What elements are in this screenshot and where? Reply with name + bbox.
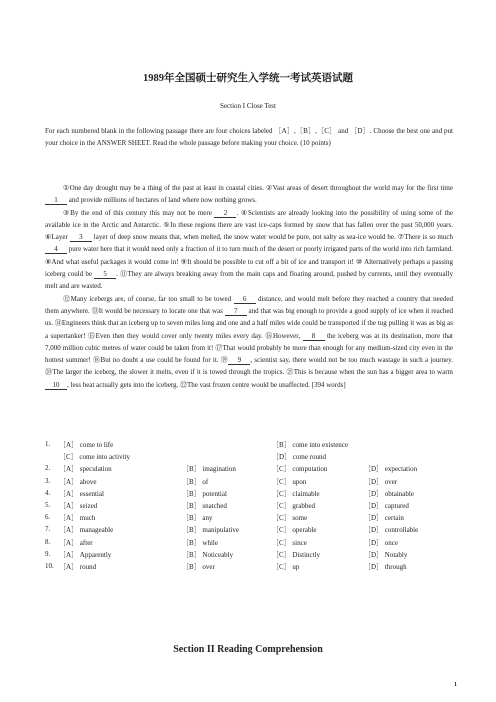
option-b: ［B］ snatched [182, 501, 227, 510]
instructions: For each numbered blank in the following passage there are four choices labeled ［A］,［B］,［C］ and ［D］. Choose the best one and put your choice in the ANSWER SHEET. Read the whole passage before making your choice. (10 points) [45, 127, 453, 148]
option-b: ［B］ of [182, 477, 209, 486]
option-a: ［A］ after [59, 538, 93, 547]
option-b: ［B］ Noticeably [182, 550, 234, 559]
blank-8: 8 [303, 332, 325, 341]
option-a: ［A］ seized [59, 501, 98, 510]
option-row: 1. ［A］ come to life ［B］ come into existence [45, 440, 349, 449]
blank-5: 5 [94, 270, 116, 279]
option-c: ［C］ come into activity [59, 453, 130, 462]
option-row: 2. ［A］ speculation ［B］ imagination ［C］ computation ［D］ expectation [45, 464, 418, 474]
option-d: ［D］ expectation [364, 465, 418, 474]
option-d: ［D］ over [364, 477, 398, 486]
option-b: ［B］ come into existence [272, 441, 349, 449]
option-d: ［D］ through [364, 562, 407, 571]
passage-paragraph: ③By the end of this century this may not be mere 2 . ④Scientists are already looking into the possibility of using some of the available ice in the Arctic and Antarctic. ⑤In these regions there are vast ice-caps formed by snow that has fallen over the past 50,000 years. ⑥Layer 3 layer of deep snow means that, when melted, the snow water would be pure, not salty as sea-ice would be. ⑦There is so much 4 pure water here that it would need only a fraction of it to turn much of the desert or poorly irrigated parts of the world into rich farmland. ⑧And what useful packages it would come in! ⑨It should be possible to cut off a bit of ice and transport it! ⑩ Alternatively perhaps a passing iceberg could be 5 . ⑪They are always breaking away from the main caps and floating around, pushed by currents, until they eventually melt and are wasted. [45, 208, 453, 291]
option-row: 10. ［A］ round ［B］ over ［C］ up ［D］ through [45, 561, 407, 571]
option-row: 6. ［A］ much ［B］ any ［C］ some ［D］ certain [45, 513, 404, 523]
option-row: 4. ［A］ essential ［B］ potential ［C］ claimable ［D］ obtainable [45, 488, 414, 498]
option-row: 3. ［A］ above ［B］ of ［C］ upon ［D］ over [45, 476, 398, 486]
option-d: ［D］ controllable [364, 526, 419, 535]
option-b: ［B］ manipulative [182, 526, 239, 535]
option-d: ［D］ come round [272, 453, 327, 462]
option-row: 9. ［A］ Apparently ［B］ Noticeably ［C］ Distinctly ［D］ Notably [45, 549, 408, 559]
option-c: ［C］ Distinctly [272, 550, 321, 559]
passage-paragraph: ①One day drought may be a thing of the past at least in coastal cities. ②Vast areas of desert throughout the world may for the first time 1 and provide millions of hectares of land where now nothing grows. [45, 182, 453, 207]
option-c: ［C］ grabbed [272, 501, 315, 510]
option-d: ［D］ captured [364, 501, 409, 510]
option-c: ［C］ computation [272, 465, 328, 474]
option-b: ［B］ while [182, 538, 218, 547]
option-d: ［D］ once [364, 538, 399, 547]
blank-1: 1 [45, 196, 67, 205]
option-a: ［A］ come to life [59, 441, 114, 449]
option-a: ［A］ round [59, 562, 97, 571]
answer-options [45, 440, 465, 574]
section-heading: Section I Close Test [220, 102, 276, 110]
option-c: ［C］ upon [272, 477, 307, 486]
option-c: ［C］ claimable [272, 489, 320, 498]
option-d: ［D］ obtainable [364, 489, 414, 498]
option-c: ［C］ since [272, 538, 307, 547]
blank-6: 6 [234, 295, 256, 304]
section-heading-2: Section II Reading Comprehension [173, 644, 323, 655]
option-c: ［C］ some [272, 514, 308, 523]
blank-7: 7 [225, 307, 247, 316]
option-row: 5. ［A］ seized ［B］ snatched ［C］ grabbed ［D］ captured [45, 500, 409, 510]
page-title: 1989年全国硕士研究生入学统一考试英语试题 [143, 73, 353, 84]
option-b: ［B］ imagination [182, 465, 236, 474]
option-a: ［A］ essential [59, 489, 104, 498]
blank-3: 3 [70, 233, 92, 242]
option-c: ［C］ up [272, 562, 300, 571]
option-row: 7. ［A］ manageable ［B］ manipulative ［C］ operable ［D］ controllable [45, 525, 419, 535]
blank-10: 10 [45, 381, 67, 390]
option-a: ［A］ much [59, 514, 96, 523]
passage [45, 182, 453, 391]
option-c: ［C］ operable [272, 526, 317, 535]
option-a: ［A］ above [59, 477, 97, 486]
passage-paragraph: ⑫Many icebergs are, of course, far too small to be towed 6 distance, and would melt before they reached a country that needed them anywhere. ⑬It would be necessary to locate one that was 7 and that was big enough to provide a good supply of ice when it reached us. ⑭Engineers think that an iceberg up to seven miles long and one and a half miles wide could be transported if the tug pulling it was as big as a supertanker! ⑮Even then they would cover only twenty miles every day. ⑯However, 8 the iceberg was at its destination, more that 7,000 million cubic metres of water could be taken from it! ⑰That would probably be more than enough for any medium-sized city even in the hottest summer! ⑱But no doubt a use could be found for it. ⑲ 9 , scientist say, there would not be too much wastage in such a journey. ⑳The larger the iceberg, the slower it melts, even if it is towed through the tropics. ㉑This is because when the sun has a bigger area to warm 10 , less heat actually gets into the iceberg. ㉒The vast frozen centre would be unaffected. [394 words] [45, 294, 454, 389]
option-b: ［B］ potential [182, 489, 227, 498]
blank-2: 2 [214, 209, 236, 218]
option-b: ［B］ any [182, 514, 213, 523]
blank-9: 9 [228, 356, 250, 365]
option-d: ［D］ certain [364, 514, 404, 523]
option-row: 8. ［A］ after ［B］ while ［C］ since ［D］ once [45, 537, 399, 547]
page-number: 1 [454, 682, 457, 688]
option-row [45, 452, 465, 464]
option-a: ［A］ Apparently [59, 550, 112, 559]
option-d: ［D］ Notably [364, 550, 408, 559]
blank-4: 4 [45, 245, 67, 254]
option-b: ［B］ over [182, 562, 215, 571]
option-a: ［A］ speculation [59, 465, 112, 474]
option-a: ［A］ manageable [59, 526, 114, 535]
